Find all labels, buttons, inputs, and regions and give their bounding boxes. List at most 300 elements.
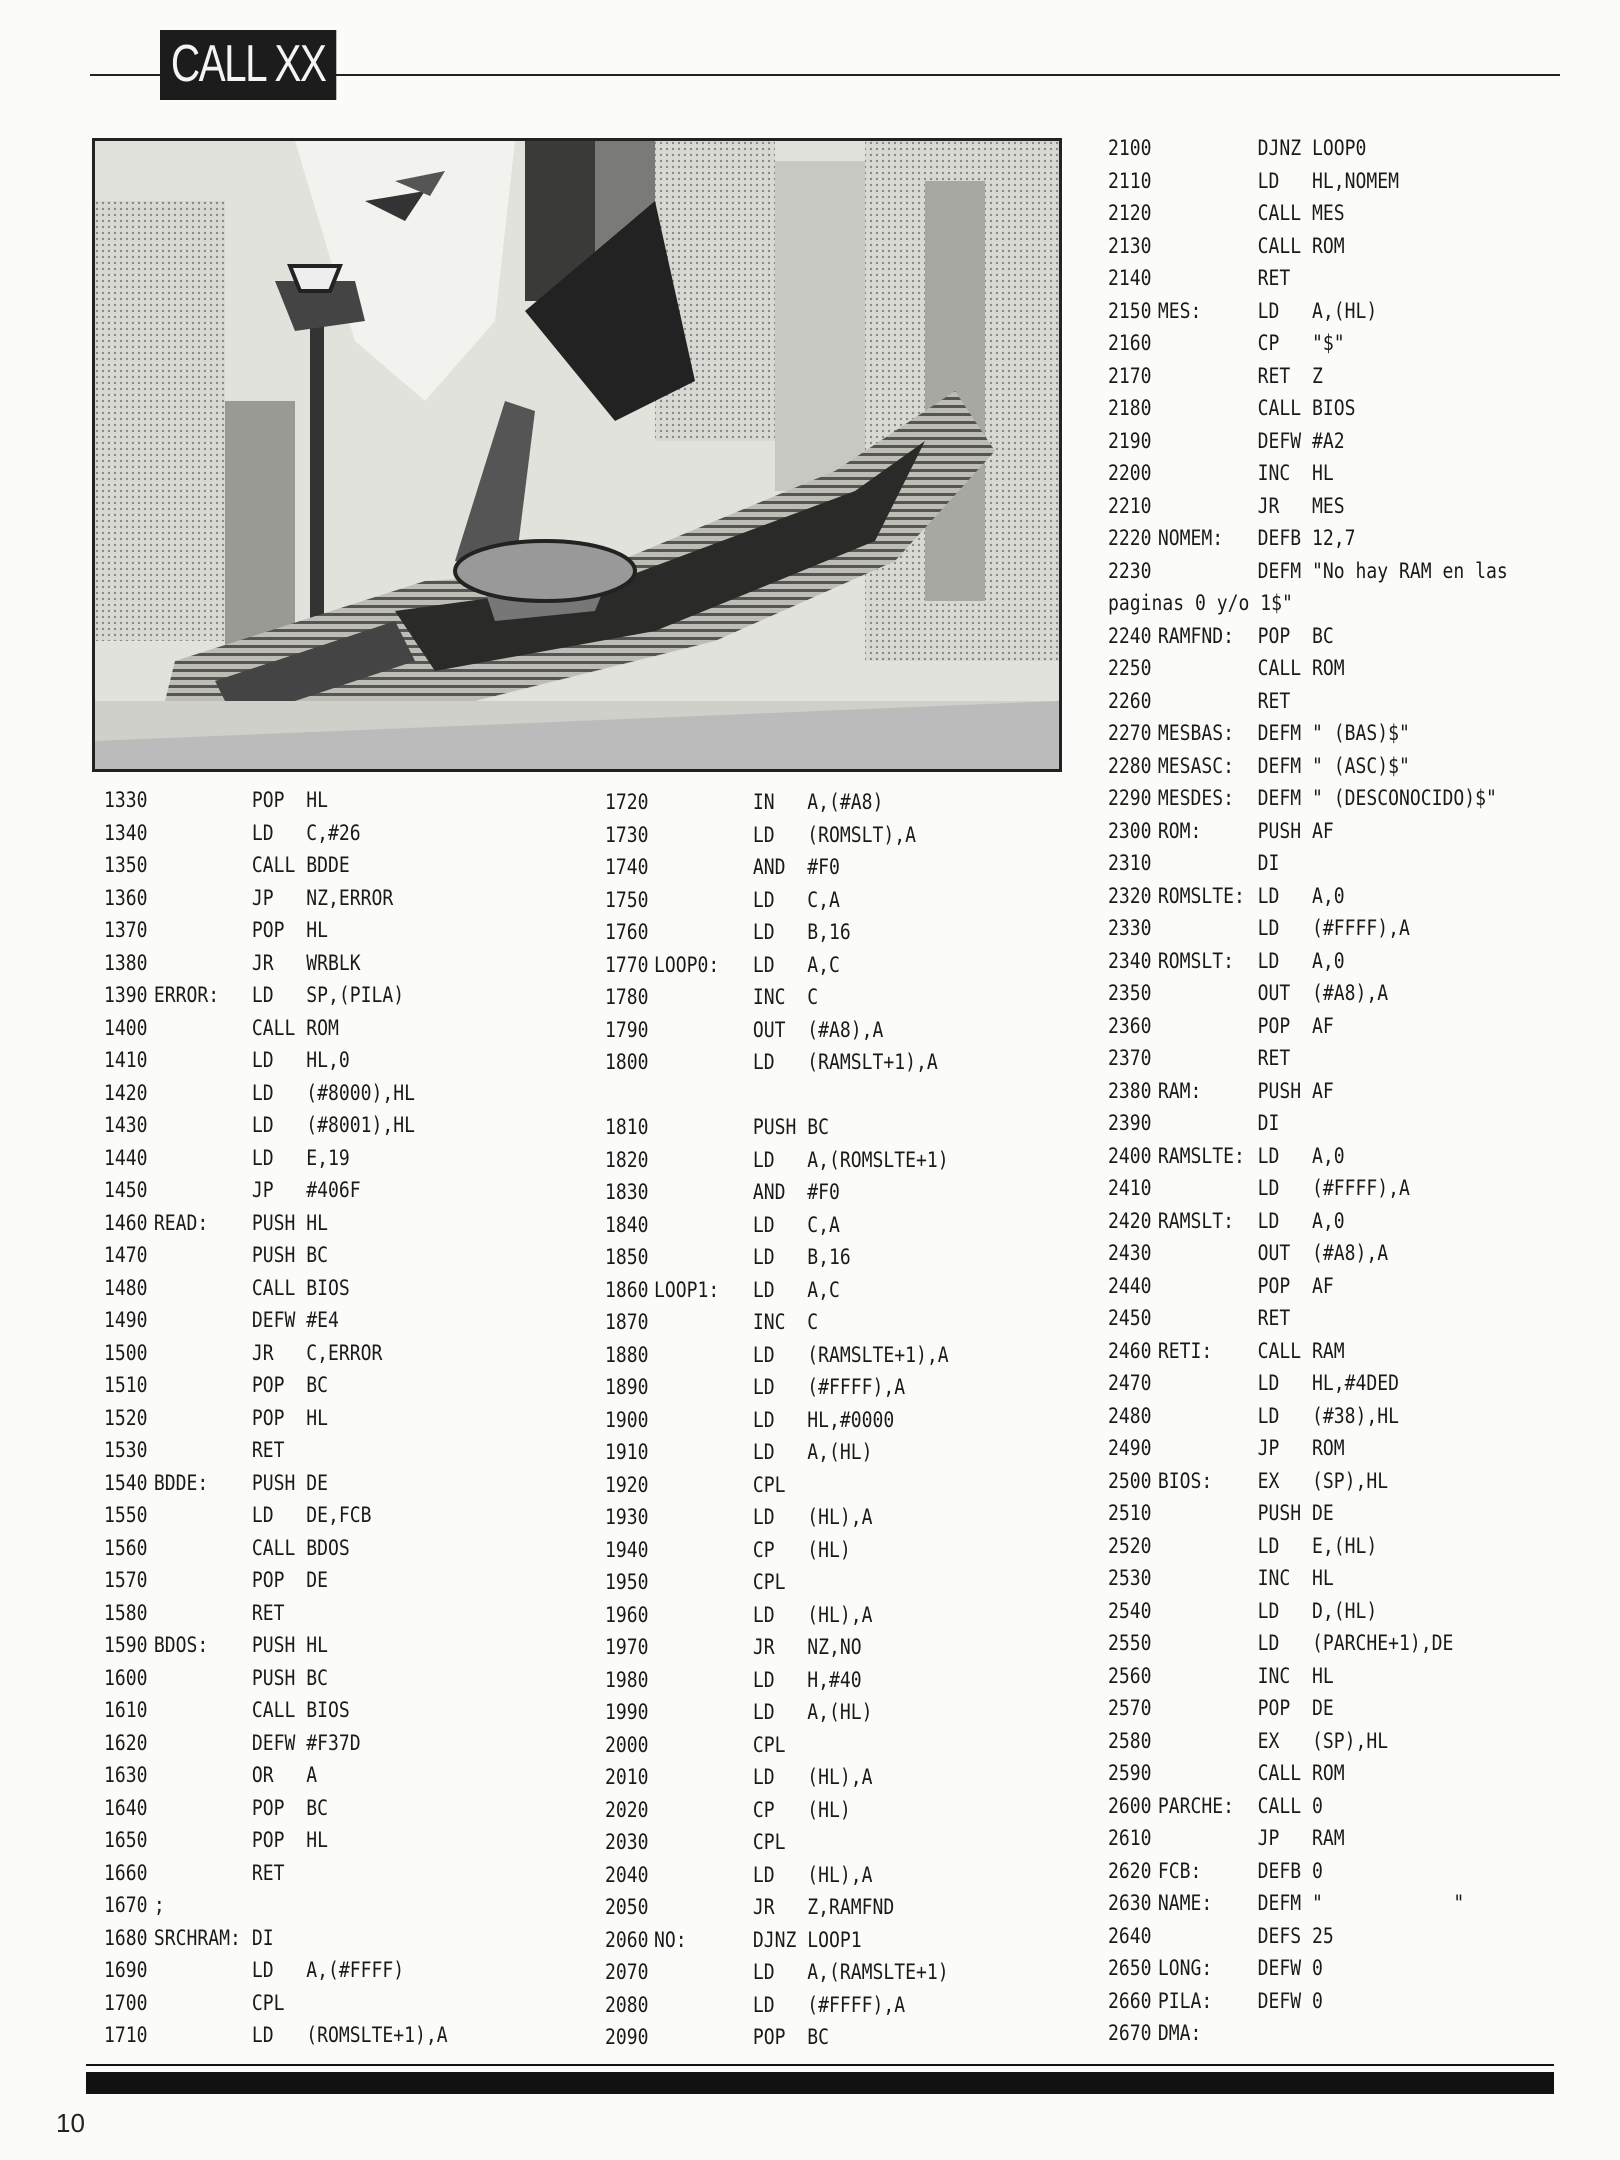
code-instruction: POP HL	[251, 1828, 329, 1852]
code-instruction: JP NZ,ERROR	[251, 885, 394, 910]
code-instruction: LD A,(ROMSLTE+1)	[752, 1147, 949, 1172]
line-number: 1850	[605, 1245, 649, 1269]
code-label: MES:	[1157, 298, 1202, 323]
code-instruction: LD D,(HL)	[1257, 1598, 1378, 1623]
code-instruction: INC HL	[1257, 1566, 1334, 1590]
code-instruction: CALL ROM	[1257, 656, 1345, 680]
line-number: 2310	[1108, 851, 1152, 875]
code-instruction: LD H,#40	[752, 1667, 862, 1692]
line-number: 1700	[104, 1990, 148, 2015]
line-number: 2470	[1108, 1371, 1152, 1395]
code-instruction: CALL ROM	[251, 1015, 339, 1040]
code-instruction: DEFB 12,7	[1257, 526, 1356, 550]
code-instruction: JR NZ,NO	[752, 1635, 862, 1659]
code-instruction: AND #F0	[752, 855, 840, 879]
code-instruction: CPL	[752, 1472, 786, 1497]
line-number: 1500	[104, 1340, 148, 1365]
code-instruction: LD A,0	[1257, 948, 1345, 973]
code-instruction: LD (#38),HL	[1257, 1403, 1400, 1428]
code-instruction: DEFW #F37D	[251, 1730, 361, 1755]
line-number: 2160	[1108, 331, 1152, 355]
code-instruction: POP BC	[752, 2025, 830, 2049]
code-instruction: LD (HL),A	[752, 1765, 873, 1789]
line-number: 2400	[1108, 1143, 1152, 1168]
line-number: 2270	[1108, 721, 1152, 745]
line-number: 2010	[605, 1765, 649, 1789]
line-number: 1820	[605, 1147, 649, 1172]
line-number: paginas 0 y/o 1$"	[1108, 591, 1293, 615]
code-label: MESBAS:	[1157, 721, 1235, 745]
code-instruction: POP HL	[251, 1405, 329, 1430]
code-instruction: POP HL	[251, 918, 329, 942]
line-number: 2440	[1108, 1273, 1152, 1298]
line-number: 2000	[605, 1732, 649, 1757]
code-instruction: JP ROM	[1257, 1436, 1345, 1460]
line-number: 2420	[1108, 1208, 1152, 1233]
code-instruction: LD (RAMSLT+1),A	[752, 1050, 938, 1074]
line-number: 2280	[1108, 753, 1152, 778]
line-number: 1800	[605, 1050, 649, 1074]
code-instruction: PUSH BC	[752, 1115, 830, 1139]
code-instruction: CP "$"	[1257, 331, 1345, 355]
code-instruction: LD (#FFFF),A	[1257, 1176, 1410, 1200]
line-number: 1930	[605, 1505, 649, 1529]
code-instruction: LD A,(HL)	[1257, 298, 1378, 323]
code-instruction: LD (#FFFF),A	[1257, 916, 1410, 940]
line-number: 1560	[104, 1535, 148, 1560]
line-number: 1580	[104, 1600, 148, 1625]
code-instruction: DEFM " (DESCONOCIDO)$"	[1257, 786, 1497, 810]
code-instruction: LD (HL),A	[752, 1602, 873, 1627]
code-instruction: RET	[251, 1438, 285, 1462]
line-number: 1360	[104, 885, 148, 910]
line-number: 1540	[104, 1470, 148, 1495]
code-instruction: LD C,A	[752, 887, 840, 912]
code-instruction: POP HL	[251, 788, 329, 812]
code-instruction: CALL ROM	[1257, 233, 1345, 258]
code-instruction: IN A,(#A8)	[752, 790, 884, 814]
code-instruction: PUSH HL	[251, 1633, 329, 1657]
code-instruction: CALL BIOS	[251, 1275, 350, 1300]
code-label: LOOP1:	[654, 1277, 720, 1302]
line-number: 2370	[1108, 1046, 1152, 1070]
line-number: 1790	[605, 1017, 649, 1042]
line-number: 1900	[605, 1407, 649, 1432]
code-instruction: POP AF	[1257, 1273, 1334, 1298]
code-label: ROM:	[1157, 818, 1202, 843]
section-title: CALL XX	[160, 30, 336, 100]
line-number: 2480	[1108, 1403, 1152, 1428]
line-number: 1600	[104, 1665, 148, 1690]
line-number: 2180	[1108, 396, 1152, 420]
line-number: 1520	[104, 1405, 148, 1430]
line-number: 1480	[104, 1275, 148, 1300]
line-number: 1400	[104, 1015, 148, 1040]
line-number: 1770	[605, 952, 649, 977]
page-number: 10	[56, 2108, 85, 2138]
line-number: 2540	[1108, 1598, 1152, 1623]
line-number: 1910	[605, 1440, 649, 1464]
code-label: PARCHE:	[1157, 1793, 1235, 1818]
line-number: 2140	[1108, 266, 1152, 290]
line-number: 2120	[1108, 201, 1152, 225]
line-number: 1570	[104, 1568, 148, 1592]
line-number: 1450	[104, 1178, 148, 1202]
line-number: 2340	[1108, 948, 1152, 973]
code-instruction: RET Z	[1257, 363, 1323, 388]
code-instruction: LD (#8001),HL	[251, 1113, 416, 1137]
code-instruction: CALL BIOS	[251, 1698, 350, 1722]
code-instruction: CALL RAM	[1257, 1338, 1345, 1363]
line-number: 2240	[1108, 623, 1152, 648]
line-number: 2590	[1108, 1761, 1152, 1785]
line-number: 2570	[1108, 1696, 1152, 1720]
code-instruction: DEFM " (ASC)$"	[1257, 753, 1410, 778]
line-number: 1840	[605, 1212, 649, 1237]
code-instruction: DI	[251, 1925, 274, 1950]
line-number: 1340	[104, 820, 148, 845]
line-number: 2380	[1108, 1078, 1152, 1103]
line-number: 1510	[104, 1373, 148, 1397]
code-label: BDOS:	[153, 1633, 209, 1657]
code-label: BIOS:	[1157, 1468, 1213, 1493]
code-instruction: PUSH DE	[1257, 1501, 1334, 1525]
code-label: READ:	[153, 1210, 209, 1235]
line-number: 2650	[1108, 1956, 1152, 1980]
line-number: 1410	[104, 1048, 148, 1072]
line-number: 1460	[104, 1210, 148, 1235]
line-number: 1530	[104, 1438, 148, 1462]
line-number: 1870	[605, 1310, 649, 1334]
code-instruction: RET	[1257, 266, 1291, 290]
line-number: 1350	[104, 853, 148, 877]
code-label: MESASC:	[1157, 753, 1235, 778]
code-instruction: LD A,0	[1257, 1143, 1345, 1168]
code-instruction: DI	[1257, 851, 1280, 875]
code-instruction: LD C,A	[752, 1212, 840, 1237]
line-number: 1750	[605, 887, 649, 912]
code-instruction: LD E,(HL)	[1257, 1533, 1378, 1558]
code-instruction: LD B,16	[752, 920, 851, 944]
line-number: 1630	[104, 1763, 148, 1787]
line-number: 1590	[104, 1633, 148, 1657]
code-instruction: CPL	[752, 1732, 786, 1757]
code-instruction: CALL ROM	[1257, 1761, 1345, 1785]
line-number: 1640	[104, 1795, 148, 1820]
code-instruction: PUSH AF	[1257, 1078, 1334, 1103]
line-number: 2600	[1108, 1793, 1152, 1818]
code-instruction: POP BC	[251, 1373, 329, 1397]
line-number: 1420	[104, 1080, 148, 1105]
line-number: 2300	[1108, 818, 1152, 843]
line-number: 2390	[1108, 1111, 1152, 1135]
code-label: RAMSLT:	[1157, 1208, 1235, 1233]
line-number: 2490	[1108, 1436, 1152, 1460]
code-instruction: LD (PARCHE+1),DE	[1257, 1631, 1454, 1655]
code-instruction: AND #F0	[752, 1180, 840, 1204]
code-instruction: LD C,#26	[251, 820, 361, 845]
code-instruction: CP (HL)	[752, 1537, 851, 1562]
line-number: 1860	[605, 1277, 649, 1302]
line-number: 1730	[605, 822, 649, 847]
code-instruction: CALL BDOS	[251, 1535, 350, 1560]
line-number: 2070	[605, 1960, 649, 1984]
code-label: RAMFND:	[1157, 623, 1235, 648]
code-instruction: PUSH HL	[251, 1210, 329, 1235]
code-instruction: DEFM "No hay RAM en las	[1257, 558, 1508, 583]
code-label: NOMEM:	[1157, 526, 1224, 550]
footer-bar	[86, 2072, 1554, 2094]
code-instruction: LD (#FFFF),A	[752, 1992, 906, 2017]
line-number: 2020	[605, 1797, 649, 1822]
line-number: 1920	[605, 1472, 649, 1497]
line-number: 2430	[1108, 1241, 1152, 1265]
code-instruction: PUSH DE	[251, 1470, 329, 1495]
code-label: SRCHRAM:	[153, 1925, 241, 1950]
line-number: 1710	[104, 2023, 148, 2047]
line-number: 2660	[1108, 1988, 1152, 2013]
code-instruction: CALL BDDE	[251, 853, 350, 877]
code-instruction: DJNZ LOOP1	[752, 1927, 862, 1952]
code-instruction: LD A,(#FFFF)	[251, 1958, 405, 1982]
code-label: ;	[153, 1893, 165, 1917]
code-instruction: DEFW #E4	[251, 1308, 339, 1332]
line-number: 2320	[1108, 883, 1152, 908]
code-instruction: LD (HL),A	[752, 1505, 873, 1529]
code-instruction: DEFW 0	[1257, 1988, 1323, 2013]
line-number: 1980	[605, 1667, 649, 1692]
line-number: 2350	[1108, 981, 1152, 1005]
code-instruction: LD A,C	[752, 952, 840, 977]
line-number: 1470	[104, 1243, 148, 1267]
code-instruction: CALL 0	[1257, 1793, 1323, 1818]
code-instruction: CP (HL)	[752, 1797, 851, 1822]
code-instruction: EX (SP),HL	[1257, 1468, 1389, 1493]
line-number: 2210	[1108, 493, 1152, 518]
code-instruction: CALL MES	[1257, 201, 1345, 225]
code-instruction: DEFM " "	[1257, 1891, 1465, 1915]
code-label: PILA:	[1157, 1988, 1213, 2013]
code-instruction: PUSH BC	[251, 1665, 329, 1690]
code-instruction: LD HL,NOMEM	[1257, 168, 1400, 193]
code-instruction: CALL BIOS	[1257, 396, 1356, 420]
line-number: 2580	[1108, 1728, 1152, 1753]
line-number: 2040	[605, 1862, 649, 1887]
code-instruction: POP AF	[1257, 1013, 1334, 1038]
line-number: 1760	[605, 920, 649, 944]
line-number: 1960	[605, 1602, 649, 1627]
line-number: 2330	[1108, 916, 1152, 940]
code-instruction: DI	[1257, 1111, 1280, 1135]
code-instruction: PUSH BC	[251, 1243, 329, 1267]
code-instruction: LD HL,#0000	[752, 1407, 895, 1432]
code-label: MESDES:	[1157, 786, 1235, 810]
line-number: 2110	[1108, 168, 1152, 193]
illustration-graphic	[95, 141, 1059, 769]
code-instruction: RET	[1257, 1046, 1291, 1070]
line-number: 1940	[605, 1537, 649, 1562]
line-number: 1370	[104, 918, 148, 942]
code-instruction: LD SP,(PILA)	[251, 983, 405, 1007]
line-number: 2200	[1108, 461, 1152, 485]
code-instruction: INC C	[752, 1310, 819, 1334]
code-instruction: LD A,0	[1257, 883, 1345, 908]
code-instruction: LD (#8000),HL	[251, 1080, 416, 1105]
line-number: 1430	[104, 1113, 148, 1137]
line-number: 2520	[1108, 1533, 1152, 1558]
line-number: 1810	[605, 1115, 649, 1139]
code-label: ROMSLTE:	[1157, 883, 1245, 908]
line-number: 2250	[1108, 656, 1152, 680]
line-number: 2170	[1108, 363, 1152, 388]
line-number: 2050	[605, 1895, 649, 1919]
code-instruction: LD (ROMSLT),A	[752, 822, 917, 847]
line-number: 2620	[1108, 1858, 1152, 1883]
line-number: 1490	[104, 1308, 148, 1332]
code-instruction: LD (HL),A	[752, 1862, 873, 1887]
code-label: RAM:	[1157, 1078, 1202, 1103]
code-label: ROMSLT:	[1157, 948, 1235, 973]
code-instruction: INC HL	[1257, 461, 1334, 485]
line-number: 1390	[104, 983, 148, 1007]
code-instruction: POP BC	[251, 1795, 329, 1820]
code-instruction: PUSH AF	[1257, 818, 1334, 843]
line-number: 2080	[605, 1992, 649, 2017]
line-number: 1650	[104, 1828, 148, 1852]
code-instruction: POP DE	[1257, 1696, 1334, 1720]
line-number: 2150	[1108, 298, 1152, 323]
code-instruction: POP BC	[1257, 623, 1334, 648]
code-instruction: OR A	[251, 1763, 318, 1787]
code-instruction: LD A,(HL)	[752, 1440, 873, 1464]
code-instruction: JR C,ERROR	[251, 1340, 383, 1365]
code-instruction: INC HL	[1257, 1663, 1334, 1688]
line-number: 2460	[1108, 1338, 1152, 1363]
code-instruction: LD A,(HL)	[752, 1700, 873, 1724]
line-number: 1440	[104, 1145, 148, 1170]
code-instruction: LD DE,FCB	[251, 1503, 372, 1527]
code-label: NO:	[654, 1927, 687, 1952]
line-number: 2410	[1108, 1176, 1152, 1200]
line-number: 2130	[1108, 233, 1152, 258]
code-instruction: DEFW #A2	[1257, 428, 1345, 453]
code-instruction: JR WRBLK	[251, 950, 361, 975]
line-number: 2100	[1108, 136, 1152, 160]
line-number: 2550	[1108, 1631, 1152, 1655]
line-number: 2220	[1108, 526, 1152, 550]
code-instruction: DEFW 0	[1257, 1956, 1323, 1980]
code-label: RAMSLTE:	[1157, 1143, 1245, 1168]
code-instruction: LD B,16	[752, 1245, 851, 1269]
line-number: 1380	[104, 950, 148, 975]
line-number: 2060	[605, 1927, 649, 1952]
line-number: 1330	[104, 788, 148, 812]
code-label: DMA:	[1157, 2021, 1202, 2045]
code-instruction: OUT (#A8),A	[752, 1017, 884, 1042]
line-number: 2510	[1108, 1501, 1152, 1525]
code-instruction: LD (#FFFF),A	[752, 1375, 906, 1399]
code-instruction: JR Z,RAMFND	[752, 1895, 895, 1919]
line-number: 1550	[104, 1503, 148, 1527]
code-instruction: DEFS 25	[1257, 1923, 1334, 1948]
code-label: BDDE:	[153, 1470, 209, 1495]
line-number: 1780	[605, 985, 649, 1009]
code-instruction: CPL	[752, 1570, 786, 1594]
footer-rule	[86, 2064, 1554, 2066]
code-instruction: JP RAM	[1257, 1826, 1345, 1850]
code-instruction: JP #406F	[251, 1178, 361, 1202]
code-instruction: LD (RAMSLTE+1),A	[752, 1342, 949, 1367]
code-label: LONG:	[1157, 1956, 1213, 1980]
line-number: 1610	[104, 1698, 148, 1722]
line-number: 1690	[104, 1958, 148, 1982]
line-number: 2190	[1108, 428, 1152, 453]
code-instruction: LD A,C	[752, 1277, 840, 1302]
line-number: 2450	[1108, 1306, 1152, 1330]
code-instruction: INC C	[752, 985, 819, 1009]
line-number: 1680	[104, 1925, 148, 1950]
code-instruction: CPL	[251, 1990, 285, 2015]
code-instruction: LD HL,#4DED	[1257, 1371, 1400, 1395]
line-number: 1660	[104, 1860, 148, 1885]
line-number: 2560	[1108, 1663, 1152, 1688]
line-number: 2530	[1108, 1566, 1152, 1590]
code-instruction: LD E,19	[251, 1145, 350, 1170]
code-instruction: LD (ROMSLTE+1),A	[251, 2023, 448, 2047]
line-number: 1620	[104, 1730, 148, 1755]
code-instruction: RET	[251, 1600, 285, 1625]
code-instruction: CPL	[752, 1830, 786, 1854]
code-instruction: LD A,(RAMSLTE+1)	[752, 1960, 949, 1984]
code-label: NAME:	[1157, 1891, 1213, 1915]
code-label: RETI:	[1157, 1338, 1213, 1363]
line-number: 2630	[1108, 1891, 1152, 1915]
line-number: 2090	[605, 2025, 649, 2049]
line-number: 1890	[605, 1375, 649, 1399]
line-number: 1950	[605, 1570, 649, 1594]
code-label: LOOP0:	[654, 952, 720, 977]
line-number: 1880	[605, 1342, 649, 1367]
code-instruction: JR MES	[1257, 493, 1345, 518]
line-number: 1670	[104, 1893, 148, 1917]
code-instruction: EX (SP),HL	[1257, 1728, 1389, 1753]
line-number: 2640	[1108, 1923, 1152, 1948]
code-instruction: OUT (#A8),A	[1257, 1241, 1389, 1265]
code-instruction: RET	[251, 1860, 285, 1885]
line-number: 1830	[605, 1180, 649, 1204]
line-number: 1720	[605, 790, 649, 814]
line-number: 2500	[1108, 1468, 1152, 1493]
line-number: 1740	[605, 855, 649, 879]
line-number: 2290	[1108, 786, 1152, 810]
line-number: 2610	[1108, 1826, 1152, 1850]
line-number: 2360	[1108, 1013, 1152, 1038]
code-instruction: DEFM " (BAS)$"	[1257, 721, 1410, 745]
line-number: 2230	[1108, 558, 1152, 583]
code-instruction: DEFB 0	[1257, 1858, 1323, 1883]
line-number: 1990	[605, 1700, 649, 1724]
code-instruction: OUT (#A8),A	[1257, 981, 1389, 1005]
code-instruction: RET	[1257, 1306, 1291, 1330]
line-number: 1970	[605, 1635, 649, 1659]
line-number: 2260	[1108, 688, 1152, 713]
line-number: 2030	[605, 1830, 649, 1854]
code-instruction: RET	[1257, 688, 1291, 713]
code-label: ERROR:	[153, 983, 220, 1007]
code-instruction: LD A,0	[1257, 1208, 1345, 1233]
code-label: FCB:	[1157, 1858, 1202, 1883]
code-instruction: DJNZ LOOP0	[1257, 136, 1367, 160]
